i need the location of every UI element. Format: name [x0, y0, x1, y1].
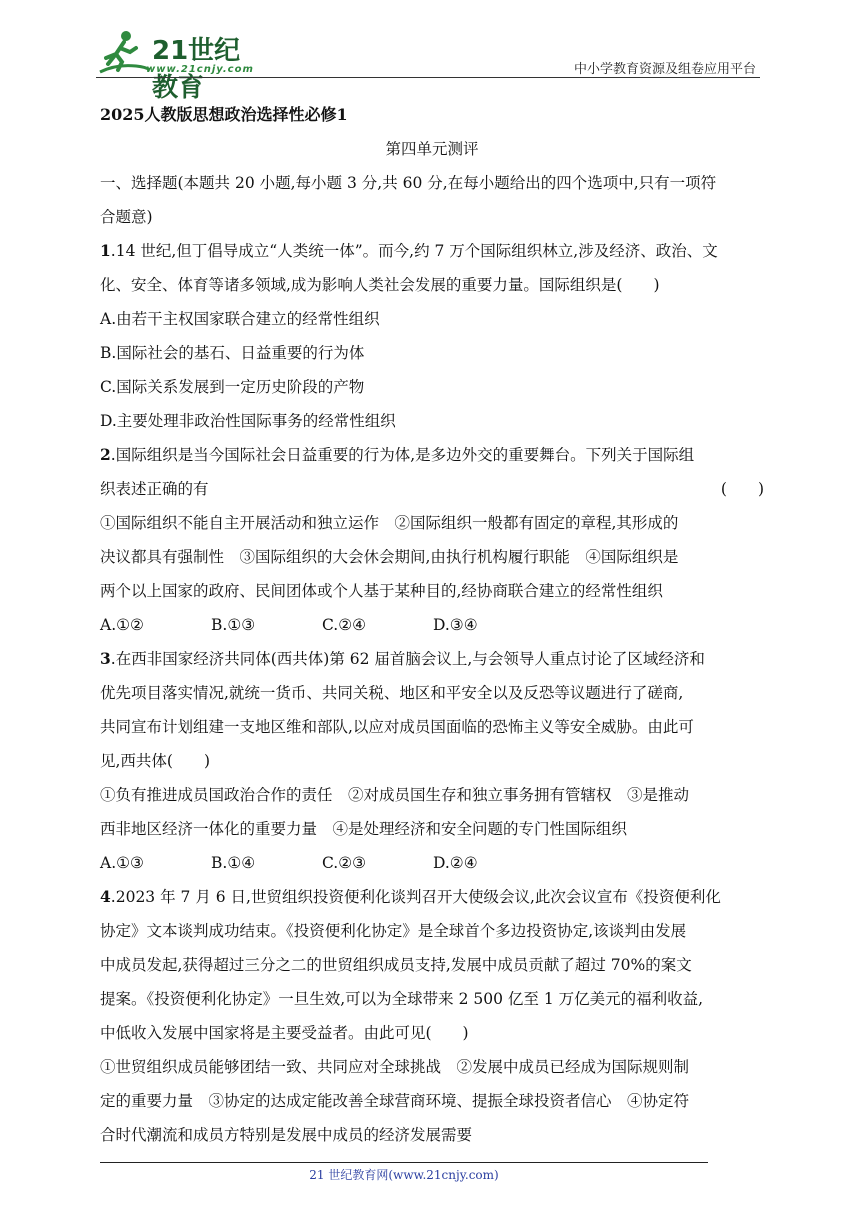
question-text: 协定》文本谈判成功结束。《投资便利化协定》是全球首个多边投资协定,该谈判由发展 — [100, 922, 687, 940]
question-text: 织表述正确的有 — [100, 480, 209, 498]
statement-line: 定的重要力量 ③协定的达成定能改善全球营商环境、提振全球投资者信心 ④协定符 — [100, 1092, 690, 1110]
question-text: 优先项目落实情况,就统一货币、共同关税、地区和平安全以及反恐等议题进行了磋商, — [100, 684, 684, 702]
statement-line: ①世贸组织成员能够团结一致、共同应对全球挑战 ②发展中成员已经成为国际规则制 — [100, 1058, 690, 1076]
question-text: 提案。《投资便利化协定》一旦生效,可以为全球带来 2 500 亿至 1 万亿美元的福利收益, — [100, 990, 704, 1008]
option-b: B.国际社会的基石、日益重要的行为体 — [100, 344, 365, 362]
statement-line: 西非地区经济一体化的重要力量 ④是处理经济和安全问题的专门性国际组织 — [100, 820, 628, 838]
question-3 — [100, 642, 764, 880]
logo-text: 21世纪教育 — [152, 36, 241, 103]
option-b: B.①④ — [211, 854, 256, 872]
header-divider — [96, 77, 760, 78]
answer-paren: ( ) — [720, 480, 764, 498]
section-heading-line1: 一、选择题(本题共 20 小题,每小题 3 分,共 60 分,在每小题给出的四个选项中,只有一项符 — [100, 174, 717, 192]
option-c: C.国际关系发展到一定历史阶段的产物 — [100, 378, 365, 396]
statement-line: ①国际组织不能自主开展活动和独立运作 ②国际组织一般都有固定的章程,其形成的 — [100, 514, 679, 532]
question-text: 中成员发起,获得超过三分之二的世贸组织成员支持,发展中成员贡献了超过 70%的案文 — [100, 956, 692, 974]
unit-title: 第四单元测评 — [385, 140, 479, 158]
option-b: B.①③ — [211, 616, 256, 634]
question-1 — [100, 234, 764, 438]
footer-divider — [100, 1162, 708, 1163]
option-d: D.③④ — [433, 616, 478, 634]
question-text: 共同宣布计划组建一支地区维和部队,以应对成员国面临的恐怖主义等安全威胁。由此可 — [100, 718, 694, 736]
statement-line: 决议都具有强制性 ③国际组织的大会休会期间,由执行机构履行职能 ④国际组织是 — [100, 548, 679, 566]
runner-icon — [96, 28, 152, 78]
statement-line: 两个以上国家的政府、民间团体或个人基于某种目的,经协商联合建立的经常性组织 — [100, 582, 663, 600]
footer-link[interactable]: 21 世纪教育网(www.21cnjy.com) — [309, 1168, 499, 1182]
question-text: .在西非国家经济共同体(西共体)第 62 届首脑会议上,与会领导人重点讨论了区域经济和 — [110, 650, 705, 668]
option-c: C.②④ — [322, 616, 367, 634]
question-text: .2023 年 7 月 6 日,世贸组织投资便利化谈判召开大使级会议,此次会议宣布《投资便利化 — [110, 888, 721, 906]
option-d: D.主要处理非政治性国际事务的经常性组织 — [100, 412, 396, 430]
statement-line: 合时代潮流和成员方特别是发展中成员的经济发展需要 — [100, 1126, 473, 1144]
page-header — [96, 28, 760, 103]
options-row — [100, 608, 764, 642]
section-heading-line2: 合题意) — [100, 208, 153, 226]
question-text: 中低收入发展中国家将是主要受益者。由此可见( ) — [100, 1024, 469, 1042]
platform-name: 中小学教育资源及组卷应用平台 — [573, 62, 756, 77]
option-a: A.①② — [100, 616, 144, 634]
document-body — [100, 98, 764, 1152]
option-d: D.②④ — [433, 854, 478, 872]
question-text: 见,西共体( ) — [100, 752, 211, 770]
question-text: .国际组织是当今国际社会日益重要的行为体,是多边外交的重要舞台。下列关于国际组 — [110, 446, 695, 464]
book-title: 2025人教版思想政治选择性必修1 — [100, 105, 348, 124]
option-a: A.由若干主权国家联合建立的经常性组织 — [100, 310, 380, 328]
question-number: 3 — [100, 649, 111, 668]
option-c: C.②③ — [322, 854, 367, 872]
statement-line: ①负有推进成员国政治合作的责任 ②对成员国生存和独立事务拥有管辖权 ③是推动 — [100, 786, 690, 804]
option-a: A.①③ — [100, 854, 144, 872]
question-number: 2 — [100, 445, 111, 464]
question-text: .14 世纪,但丁倡导成立“人类统一体”。而今,约 7 万个国际组织林立,涉及经济、政治、文 — [110, 242, 718, 260]
question-number: 1 — [100, 241, 111, 260]
question-4 — [100, 880, 764, 1152]
question-2 — [100, 438, 764, 642]
question-number: 4 — [100, 887, 111, 906]
question-text: 化、安全、体育等诸多领域,成为影响人类社会发展的重要力量。国际组织是( ) — [100, 276, 660, 294]
options-row — [100, 846, 764, 880]
logo — [96, 28, 266, 103]
logo-url: www.21cnjy.com — [146, 64, 254, 75]
